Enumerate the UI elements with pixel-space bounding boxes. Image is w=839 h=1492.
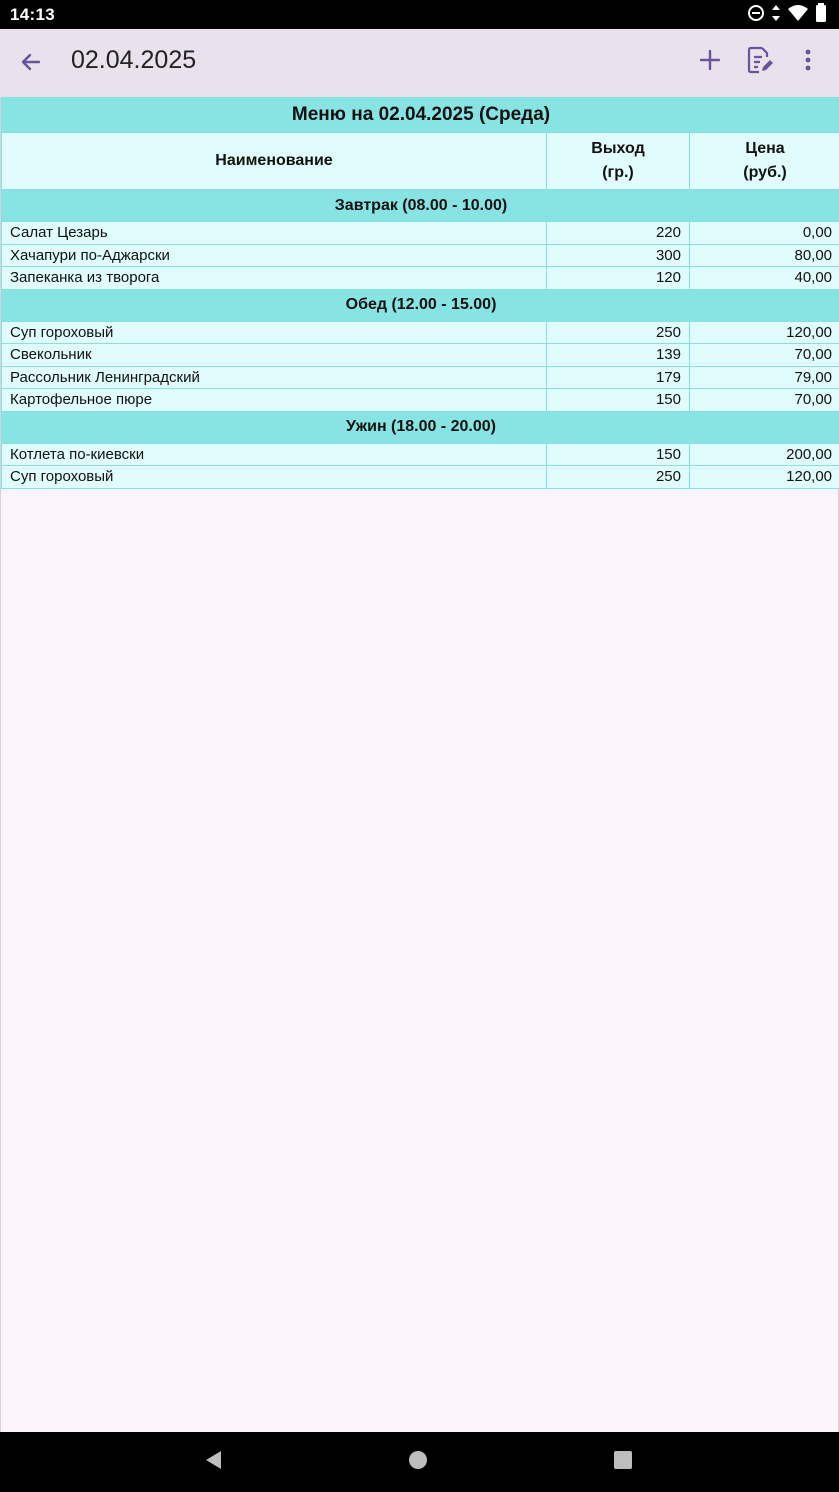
item-price: 70,00	[690, 389, 839, 412]
arrow-back-icon	[19, 50, 43, 79]
item-yield: 250	[547, 466, 690, 489]
table-row[interactable]	[2, 344, 839, 367]
menu-content[interactable]	[0, 97, 839, 1432]
menu-title: Меню на 02.04.2025 (Среда)	[2, 98, 839, 133]
section-row	[2, 289, 839, 321]
item-yield: 300	[547, 244, 690, 267]
plus-icon	[699, 49, 721, 76]
status-bar	[0, 0, 839, 29]
nav-recents-button[interactable]	[611, 1450, 635, 1474]
item-yield: 120	[547, 267, 690, 290]
item-price: 79,00	[690, 366, 839, 389]
menu-table	[1, 97, 839, 489]
edit-document-icon	[747, 46, 773, 79]
table-row[interactable]	[2, 466, 839, 489]
nav-home-button[interactable]	[406, 1450, 430, 1474]
item-price: 200,00	[690, 443, 839, 466]
more-vertical-icon	[804, 49, 812, 76]
section-title: Ужин (18.00 - 20.00)	[2, 411, 839, 443]
header-name: Наименование	[2, 133, 547, 190]
table-row[interactable]	[2, 389, 839, 412]
item-name: Салат Цезарь	[2, 222, 547, 245]
item-name: Котлета по-киевски	[2, 443, 547, 466]
item-yield: 150	[547, 389, 690, 412]
header-price	[690, 133, 839, 190]
table-header-row	[2, 133, 839, 190]
item-name: Запеканка из творога	[2, 267, 547, 290]
data-transfer-icon	[771, 4, 781, 27]
menu-title-row	[2, 98, 839, 133]
page-title: 02.04.2025	[71, 46, 197, 74]
status-icons	[747, 5, 827, 25]
header-yield-line2: (гр.)	[602, 164, 634, 181]
header-yield	[547, 133, 690, 190]
circle-home-icon	[408, 1450, 428, 1475]
back-button[interactable]	[14, 47, 48, 81]
app-bar	[0, 29, 839, 97]
item-price: 0,00	[690, 222, 839, 245]
item-price: 80,00	[690, 244, 839, 267]
more-options-button[interactable]	[790, 44, 826, 80]
section-title: Завтрак (08.00 - 10.00)	[2, 190, 839, 222]
item-name: Картофельное пюре	[2, 389, 547, 412]
status-time: 14:13	[10, 5, 55, 24]
battery-icon	[815, 3, 827, 28]
system-nav-bar	[0, 1432, 839, 1492]
item-name: Суп гороховый	[2, 466, 547, 489]
table-row[interactable]	[2, 443, 839, 466]
header-yield-line1: Выход	[591, 140, 645, 157]
item-price: 120,00	[690, 321, 839, 344]
do-not-disturb-icon	[747, 4, 765, 27]
section-row	[2, 190, 839, 222]
table-row[interactable]	[2, 321, 839, 344]
item-yield: 139	[547, 344, 690, 367]
nav-back-button[interactable]	[201, 1450, 225, 1474]
header-price-line1: Цена	[745, 140, 785, 157]
item-name: Суп гороховый	[2, 321, 547, 344]
table-row[interactable]	[2, 366, 839, 389]
edit-button[interactable]	[742, 44, 778, 80]
item-name: Рассольник Ленинградский	[2, 366, 547, 389]
item-price: 40,00	[690, 267, 839, 290]
square-recents-icon	[613, 1450, 633, 1475]
item-price: 120,00	[690, 466, 839, 489]
section-title: Обед (12.00 - 15.00)	[2, 289, 839, 321]
table-row[interactable]	[2, 222, 839, 245]
table-row[interactable]	[2, 244, 839, 267]
item-name: Хачапури по-Аджарски	[2, 244, 547, 267]
wifi-icon	[787, 4, 809, 27]
section-row	[2, 411, 839, 443]
triangle-back-icon	[203, 1449, 223, 1476]
item-price: 70,00	[690, 344, 839, 367]
table-row[interactable]	[2, 267, 839, 290]
item-name: Свекольник	[2, 344, 547, 367]
item-yield: 179	[547, 366, 690, 389]
header-price-line2: (руб.)	[743, 164, 787, 181]
add-button[interactable]	[692, 44, 728, 80]
item-yield: 220	[547, 222, 690, 245]
item-yield: 250	[547, 321, 690, 344]
item-yield: 150	[547, 443, 690, 466]
